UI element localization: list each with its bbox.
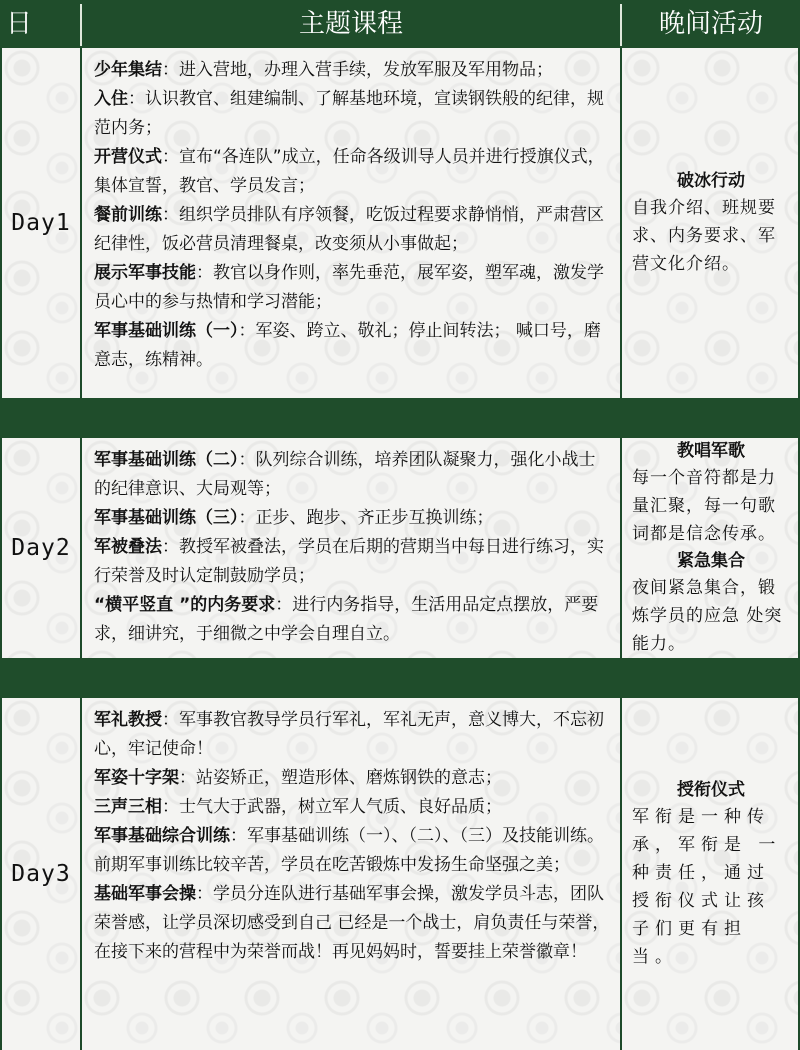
course-item-text: ：队列综合训练，培养团队凝聚力，强化小战士的纪律意识、大局观等； [94,450,596,499]
evening-cell [622,698,798,1050]
course-item [94,143,612,201]
day-label: Day2 [11,535,71,561]
day-row [0,438,800,658]
course-item-text: ：士气大于武器，树立军人气质、良好品质； [162,797,502,817]
course-item-text: ：进入营地，办理入营手续，发放军服及军用物品； [162,60,553,80]
course-item-title: 展示军事技能 [94,263,196,283]
course-item-title: 军礼教授 [94,710,162,730]
course-item [94,201,612,259]
header-main-course: 主题课程 [298,9,403,39]
day-label: Day3 [11,861,71,887]
course-item-text: ：学员分连队进行基础军事会操，激发学员斗志，团队荣誉感，让学员深切感受到自己 已经是一个战士，肩负责任与荣誉，在接下来的营程中为荣誉而战！再见妈妈时，誓要挂上荣誉徽章！ [94,884,610,962]
header-date: 日 [6,9,43,39]
course-item-text: ：教官以身作则，率先垂范，展军姿，塑军魂，激发学员心中的参与热情和学习潜能； [94,263,604,312]
course-item [94,259,612,317]
evening-title: 授衔仪式 [677,780,745,800]
evening-text: 夜间紧急集合，锻炼学员的应急 处突能力。 [632,578,783,654]
day-cell [2,438,80,658]
course-item [94,85,612,143]
header-evening-activity: 晚间活动 [658,9,763,39]
course-item [94,446,612,504]
course-item [94,533,612,591]
table-header [0,0,800,48]
row-separator [0,658,800,698]
course-item-title: 三声三相 [94,797,162,817]
day-label: Day1 [11,210,71,236]
course-item-title: 基础军事会操 [94,884,196,904]
row-separator [0,398,800,438]
course-item-text: ：正步、跑步、齐正步互换训练； [238,508,494,528]
course-item-text: ：军事基础训练（一）、（二）、（三）及技能训练。前期军事训练比较辛苦，学员在吃苦锻炼中发扬生命坚强之美； [94,826,604,875]
course-item [94,880,612,967]
course-item-text: ：认识教官、组建编制、了解基地环境，宣读钢铁般的纪律，规范内务； [94,89,604,138]
course-cell [82,698,620,1050]
course-item-text: ：宣布“各连队”成立，任命各级训导人员并进行授旗仪式，集体宣誓，教官、学员发言； [94,147,605,196]
course-item [94,822,612,880]
course-item-title: 军事基础训练（二） [94,450,239,470]
course-item-text: ：军事教官教导学员行军礼，军礼无声，意义博大，不忘初心，牢记使命！ [94,710,604,759]
course-item [94,793,612,822]
course-item-title: 餐前训练 [94,205,162,225]
course-item [94,317,612,375]
evening-cell [622,438,798,658]
course-item-title: 少年集结 [94,60,162,80]
course-item-title: 开营仪式 [94,147,162,167]
evening-title: 破冰行动 [677,171,745,191]
course-item [94,764,612,793]
course-item [94,706,612,764]
evening-title: 紧急集合 [677,551,745,571]
course-item-title: 入住 [94,89,128,109]
course-item-text: ：进行内务指导，生活用品定点摆放，严要求，细讲究，于细微之中学会自理自立。 [94,595,599,644]
evening-text: 军衔是一种传承，军衔是 一种责任，通过授衔仪式让孩子们更有担当。 [632,807,782,967]
course-item-text: ：组织学员排队有序领餐，吃饭过程要求静悄悄，严肃营区纪律性，饭必营员清理餐桌，改变须从小事做起； [94,205,604,254]
day-cell [2,698,80,1050]
course-item-title: 军事基础综合训练 [94,826,230,846]
course-item-text: ：军姿、跨立、敬礼；停止间转法； 喊口号，磨意志，练精神。 [94,321,601,370]
day-row [0,48,800,398]
course-item-text: ：教授军被叠法，学员在后期的营期当中每日进行练习，实行荣誉及时认定制鼓励学员； [94,537,604,586]
course-item-title: 军姿十字架 [94,768,179,788]
evening-cell [622,48,798,398]
evening-title: 教唱军歌 [677,441,745,461]
course-item-title: 军被叠法 [94,537,162,557]
course-cell [82,48,620,398]
course-item-title: “横平竖直 ”的内务要求 [94,595,276,615]
course-item [94,56,612,85]
day-cell [2,48,80,398]
evening-text: 自我介绍、班规要求、内务要求、军营文化介绍。 [632,198,776,274]
course-item-text: ：站姿矫正，塑造形体、磨炼钢铁的意志； [179,768,502,788]
evening-text: 每一个音符都是力量汇聚，每一句歌词都是信念传承。 [632,468,776,544]
course-item [94,591,612,649]
course-item-title: 军事基础训练（三） [94,508,239,528]
day-row [0,698,800,1050]
course-item [94,504,612,533]
course-item-title: 军事基础训练（一） [94,321,239,341]
course-cell [82,438,620,658]
